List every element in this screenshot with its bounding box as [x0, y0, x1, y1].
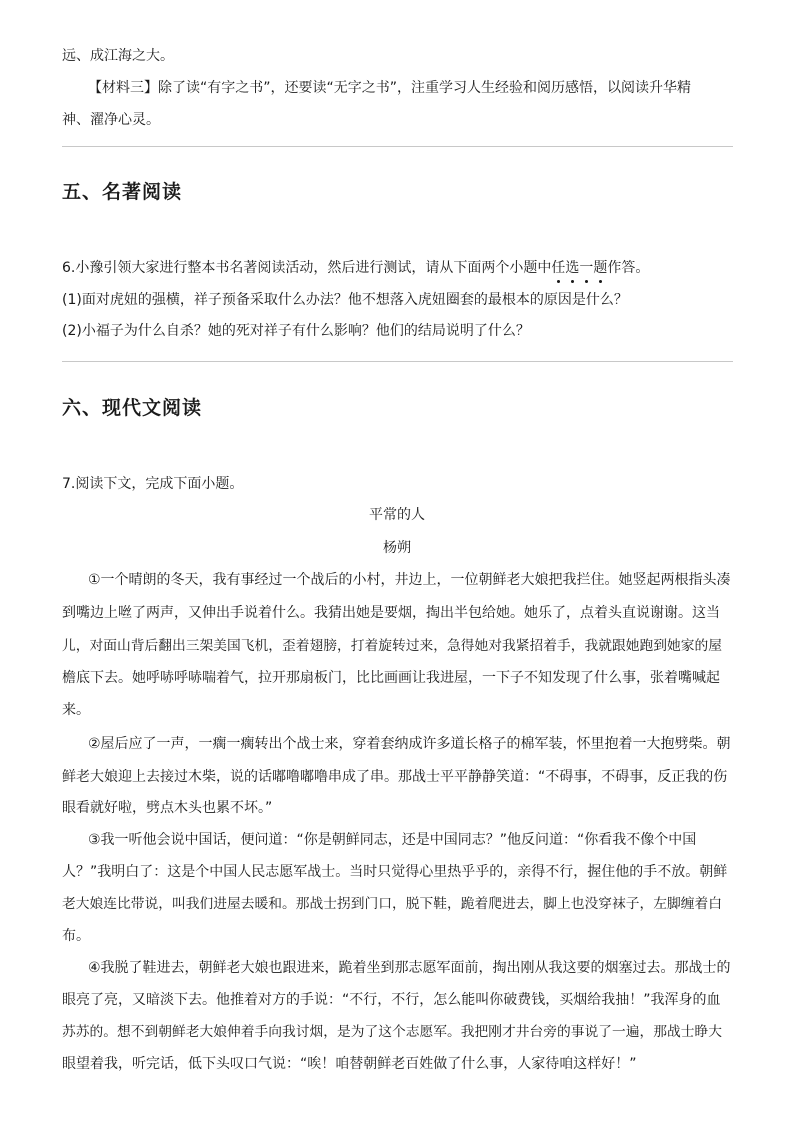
paragraph-1-line: 儿，对面山背后翻出三架美国飞机，歪着翅膀，打着旋转过来，急得她对我紧招着手，我就跟她跑到她家的屋	[62, 638, 723, 654]
emphasis-char: 任	[551, 260, 566, 276]
question-6-prompt	[62, 258, 649, 278]
paragraph-1-line: ①一个晴朗的冬天，我有事经过一个战后的小村，井边上，一位朝鲜老大娘把我拦住。她竖起两根指头凑	[88, 572, 731, 588]
section-title-classics: 五、名著阅读	[62, 181, 183, 203]
emphasis-char: 选	[565, 260, 580, 276]
paragraph-2-line: 鲜老大娘迎上去接过木柴，说的话嘟噜嘟噜串成了串。那战士平平静静笑道：“不碍事，不碍事，反正我的伤	[62, 769, 728, 785]
paragraph-4-line: 眼亮了亮，又暗淡下去。他推着对方的手说：“不行，不行，怎么能叫你破费钱，买烟给我抽！”我浑身的血	[62, 992, 721, 1008]
divider	[62, 361, 733, 362]
divider	[62, 146, 733, 147]
question-6-prefix: 6.小豫引领大家进行整本书名著阅读活动，然后进行测试，请从下面两个小题中	[62, 260, 552, 276]
paragraph-3-line: 人？”我明白了：这是个中国人民志愿军战士。当时只觉得心里热乎乎的，亲得不行，握住他的手不放。朝鲜	[62, 864, 728, 880]
question-7-prompt: 7.阅读下文，完成下面小题。	[62, 476, 244, 492]
paragraph-3-line: 老大娘连比带说，叫我们进屋去暖和。那战士拐到门口，脱下鞋，跪着爬进去，脚上也没穿袜子，左脚缠着白	[62, 896, 723, 912]
material-three-text: 【材料三】除了读“有字之书”，还要读“无字之书”，注重学习人生经验和阅历感悟，以阅读升华精	[88, 80, 692, 96]
paragraph-1-line: 到嘴边上咝了两声，又伸出手说着什么。我猜出她是要烟，掏出半包给她。她乐了，点着头直说谢谢。这当	[62, 605, 720, 621]
material-text-line: 远、成江海之大。	[62, 48, 174, 64]
paragraph-3-line: 布。	[62, 928, 90, 944]
material-text-line: 神、濯净心灵。	[62, 112, 160, 128]
emphasis-char: 一	[579, 260, 594, 276]
paragraph-4-line: 苏苏的。想不到朝鲜老大娘伸着手向我讨烟，是为了这个志愿军。我把刚才井台旁的事说了一遍，那战士睁大	[62, 1024, 723, 1040]
article-author: 杨朔	[383, 540, 411, 556]
emphasis-char: 题	[593, 260, 608, 276]
paragraph-4-line: 眼望着我，听完话，低下头叹口气说：“唉！咱替朝鲜老百姓做了什么事，人家待咱这样好！”	[62, 1056, 637, 1072]
article-title: 平常的人	[369, 507, 425, 523]
paragraph-2-line: 眼看就好啦，劈点木头也累不坏。”	[62, 800, 273, 816]
paragraph-3-line: ③我一听他会说中国话，便问道：“你是朝鲜同志，还是中国同志？”他反问道：“你看我不像个中国	[88, 832, 697, 848]
paragraph-1-line: 来。	[62, 702, 90, 718]
question-6-sub-2: (2)小福子为什么自杀？她的死对祥子有什么影响？他们的结局说明了什么？	[62, 323, 530, 339]
question-6-suffix: 作答。	[607, 260, 650, 276]
paragraph-1-line: 檐底下去。她呼哧呼哧喘着气，拉开那扇板门，比比画画让我进屋，一下子不知发现了什么事，张着嘴喊起	[62, 670, 720, 686]
question-6-sub-1: (1)面对虎妞的强横，祥子预备采取什么办法？他不想落入虎妞圈套的最根本的原因是什么？	[62, 292, 628, 308]
paragraph-4-line: ④我脱了鞋进去，朝鲜老大娘也跟进来，跪着坐到那志愿军面前，掏出刚从我这要的烟塞过去。那战士的	[88, 960, 731, 976]
paragraph-2-line: ②屋后应了一声，一瘸一瘸转出个战士来，穿着套纳成许多道长格子的棉军装，怀里抱着一大抱劈柴。朝	[88, 736, 731, 752]
section-title-modern-reading: 六、现代文阅读	[62, 397, 203, 419]
